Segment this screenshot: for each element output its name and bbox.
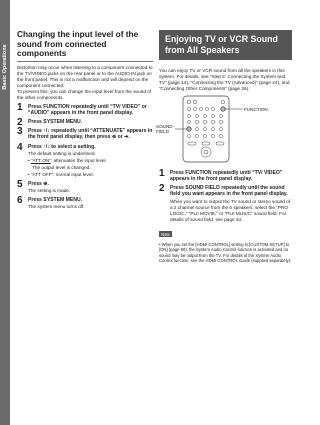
step-number: 3 [17, 126, 23, 138]
step-4 [17, 141, 153, 178]
step-title: Press SYSTEM MENU. [28, 196, 83, 203]
step-3 [17, 128, 153, 140]
section-title-box: Enjoying TV or VCR Sound from All Speakers [159, 30, 292, 60]
step-body: The default setting is underlined. [28, 150, 96, 156]
side-tab [0, 0, 10, 425]
step-body: The setting is made. [28, 187, 71, 193]
step-body: The system menu turns off. [28, 204, 85, 210]
step-title: Press SYSTEM MENU. [28, 119, 83, 126]
step-number: 1 [17, 102, 23, 114]
remote-illustration [156, 94, 269, 164]
step-title: Press ⊕. [28, 180, 49, 187]
step-number: 6 [17, 194, 23, 206]
note-label: Note [161, 231, 170, 237]
step-5 [17, 178, 153, 194]
step-title: Press FUNCTION repeatedly until “TV/ VIDEO” or “AUDIO” appears in the front panel display. [28, 104, 147, 117]
section-heading: Changing the input level of the sound from connected components [17, 30, 153, 62]
left-column [17, 30, 153, 210]
side-tab-label: Basic Operations [2, 44, 8, 90]
step-number: 1 [159, 168, 165, 180]
intro-paragraph-1: Distortion may occur when listening to a component connected to the TV/VIDEO jacks on the rear panel or to the AUDIO IN jack on the front panel. This is not a malfunction and will depend on the component connected. [17, 64, 153, 88]
step-title: Press SOUND FIELD repeatedly until the sound field you want appears in the front panel display. [170, 185, 288, 198]
step-2 [17, 117, 153, 129]
right-intro: You can enjoy TV or VCR sound from all the speakers in this system. For details, see “Step 2: Connecting the System and TV” (page 14), “Connecting the TV (Advanced)” (page 24), and “Connecting Other Components” (page 26). [159, 68, 290, 92]
step-body: When you want to output the TV sound or stereo sound of a 2 channel source from the 6 speakers, select the “PRO LOGIC,” “PLII MOVIE,” or “PLII MUSIC” sound field. For details of sound field, see page 34. [170, 198, 291, 222]
bullet-att-off: • “ATT OFF”: normal input level. [28, 171, 94, 177]
step-number: 2 [159, 183, 165, 195]
note-text: • When you set the [HDMI CONTROL] setting in [CUSTOM SETUP] to [ON] (page 80), the System Audio Control function is activated and no sound may be output from the TV. For details of the System Audio Control function, see the HDMI CONTROL Guide (supplied separately). [159, 241, 292, 263]
bullet-text: : attenuates the input level. [50, 157, 107, 163]
step-1 [17, 104, 153, 116]
step-6 [17, 194, 153, 210]
sound-field-label: SOUND FIELD [156, 124, 173, 135]
right-column [156, 30, 292, 263]
bullet-att-on: • “ATT ON”: attenuates the input level. [28, 157, 107, 163]
intro-paragraph-2: To prevent this, you can change the input level from the sound of the other components. [17, 88, 152, 101]
right-step-1 [159, 170, 292, 182]
step-number: 5 [17, 178, 23, 190]
bullet-key: “ATT OFF” [30, 171, 54, 177]
step-number: 2 [17, 117, 23, 129]
step-title: Press ↑/↓ repeatedly until “ATTENUATE” appears in the front panel display, then press ⊕ or ➔. [28, 128, 153, 141]
bullet-key: “ATT ON” [30, 157, 51, 163]
step-number: 4 [17, 141, 23, 153]
bullet-continuation: The output level is changed. [32, 164, 91, 170]
bullet-text: : normal input level. [53, 171, 94, 177]
right-step-2 [159, 185, 292, 222]
step-title: Press FUNCTION repeatedly until “TV/ VIDEO” appears in the front panel display. [170, 170, 283, 183]
step-title: Press ↑/↓ to select a setting. [28, 143, 96, 150]
function-label: FUNCTION [244, 106, 268, 112]
